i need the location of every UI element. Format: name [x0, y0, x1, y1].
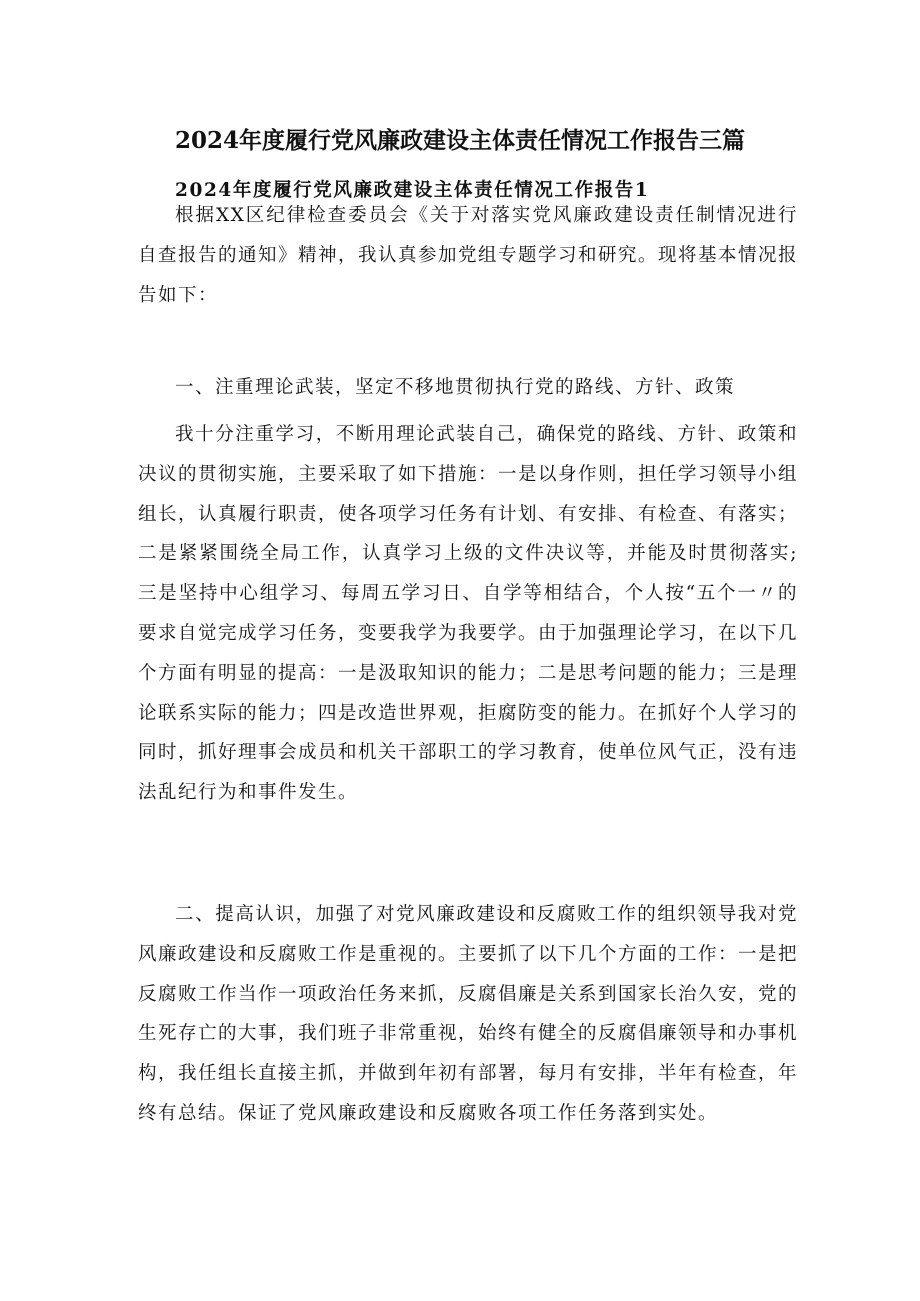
document-title: 2024年度履行党风廉政建设主体责任情况工作报告三篇 [174, 127, 745, 154]
section-heading-1: 一、注重理论武装，坚定不移地贯彻执行党的路线、方针、政策 [175, 377, 736, 398]
report-subtitle: 2024年度履行党风廉政建设主体责任情况工作报告1 [175, 180, 650, 201]
paragraph-leadership: 二、提高认识，加强了对党风廉政建设和反腐败工作的组织领导我对党风廉政建设和反腐败工作是重视的。主要抓了以下几个方面的工作：一是把反腐败工作当作一项政治任务来抓，反腐倡廉是关系到国家长治久安，党的生死存亡的大事，我们班子非常重视，始终有健全的反腐倡廉领导和办事机构，我任组长直接主抓，并做到年初有部署，每月有安排，半年有检查，年终有总结。保证了党风廉政建设和反腐败各项工作任务落到实处。 [138, 904, 799, 1124]
paragraph-study: 我十分注重学习，不断用理论武装自己，确保党的路线、方针、政策和决议的贯彻实施，主要采取了如下措施：一是以身作则，担任学习领导小组组长，认真履行职责，使各项学习任务有计划、有安排、有检查、有落实；二是紧紧围绕全局工作，认真学习上级的文件决议等，并能及时贯彻落实;三是坚持中心组学习、每周五学习日、自学等相结合，个人按“五个一〃的要求自觉完成学习任务，变要我学为我要学。由于加强理论学习，在以下几个方面有明显的提高：一是汲取知识的能力；二是思考问题的能力；三是理论联系实际的能力；四是改造世界观，拒腐防变的能力。在抓好个人学习的同时，抓好理事会成员和机关干部职工的学习教育，使单位风气正，没有违法乱纪行为和事件发生。 [138, 424, 799, 804]
paragraph-intro: 根据XX区纪律检查委员会《关于对落实党风廉政建设责任制情况进行自查报告的通知》精神，我认真参加党组专题学习和研究。现将基本情况报告如下： [138, 205, 799, 306]
